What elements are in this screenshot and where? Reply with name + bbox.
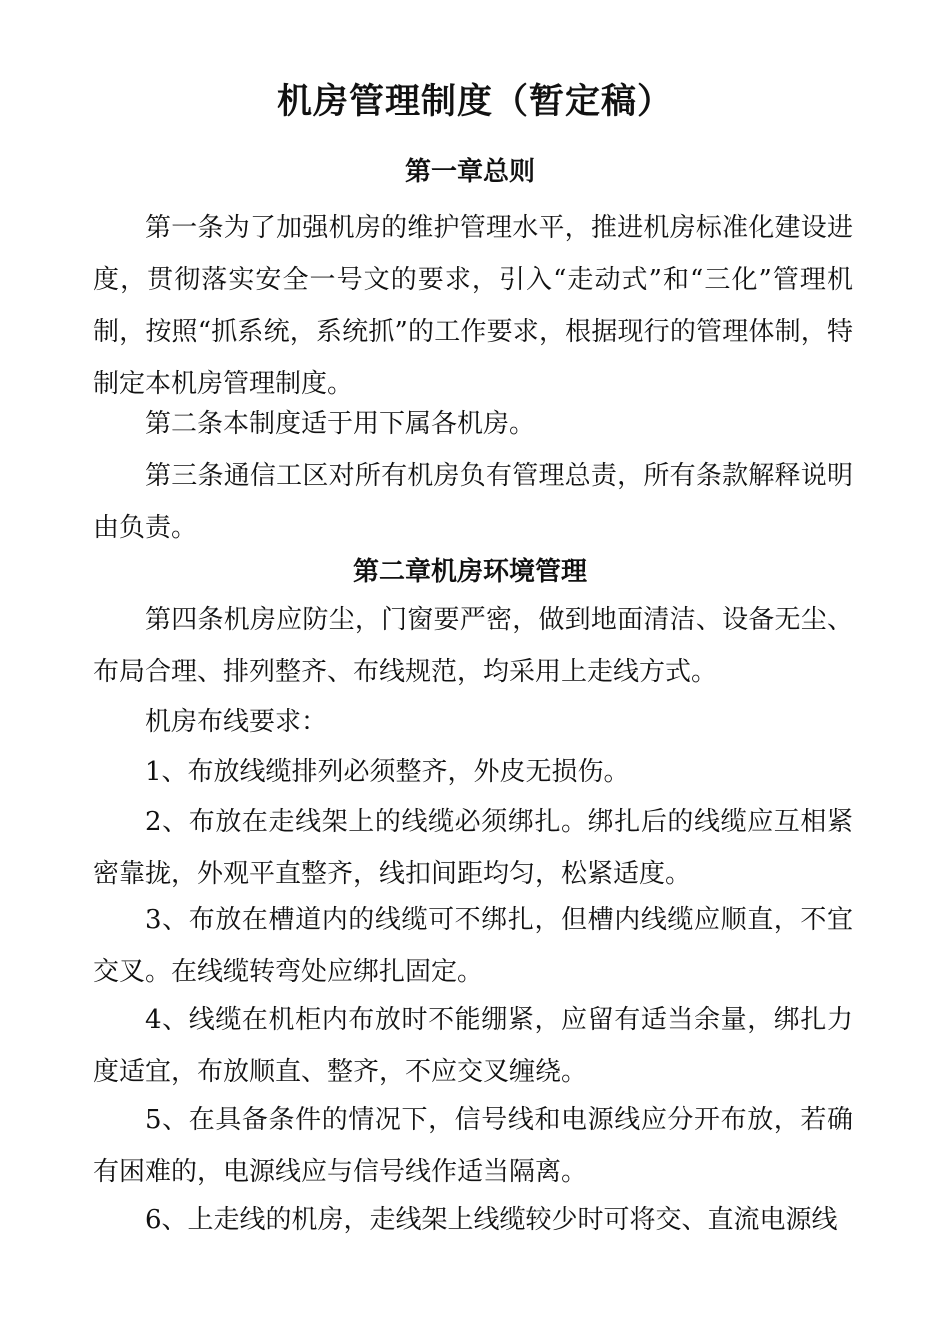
wiring-rule-4: 4、线缆在机柜内布放时不能绷紧，应留有适当余量，绑扎力度适宜，布放顺直、整齐，不应交叉缠绕。: [93, 1005, 853, 1087]
wiring-rule-1: 1、布放线缆排列必须整齐，外皮无损伤。: [145, 757, 630, 787]
article-3-paragraph: 第三条通信工区对所有机房负有管理总责，所有条款解释说明由负责。: [93, 461, 853, 543]
wiring-rule-3: 3、布放在槽道内的线缆可不绑扎，但槽内线缆应顺直，不宜交叉。在线缆转弯处应绑扎固定。: [93, 905, 853, 987]
wiring-rule-2: 2、布放在走线架上的线缆必须绑扎。绑扎后的线缆应互相紧密靠拢，外观平直整齐，线扣间距均匀，松紧适度。: [93, 807, 853, 889]
chapter-1-heading: 第一章总则: [404, 157, 535, 187]
document-title: 机房管理制度（暂定稿）: [276, 82, 673, 122]
article-4-paragraph: 第四条机房应防尘，门窗要严密，做到地面清洁、设备无尘、布局合理、排列整齐、布线规范，均采用上走线方式。: [93, 605, 853, 687]
article-1-paragraph: 第一条为了加强机房的维护管理水平，推进机房标准化建设进度，贯彻落实安全一号文的要求，引入“走动式”和“三化”管理机制，按照“抓系统，系统抓”的工作要求，根据现行的管理体制，特制定本机房管理制度。: [93, 213, 853, 399]
wiring-requirements-heading: 机房布线要求：: [145, 707, 328, 737]
wiring-rule-5: 5、在具备条件的情况下，信号线和电源线应分开布放，若确有困难的，电源线应与信号线作适当隔离。: [93, 1105, 853, 1187]
article-2-paragraph: 第二条本制度适于用下属各机房。: [145, 409, 536, 439]
wiring-rule-6: 6、上走线的机房，走线架上线缆较少时可将交、直流电源线: [145, 1205, 838, 1235]
chapter-2-heading: 第二章机房环境管理: [352, 557, 587, 587]
